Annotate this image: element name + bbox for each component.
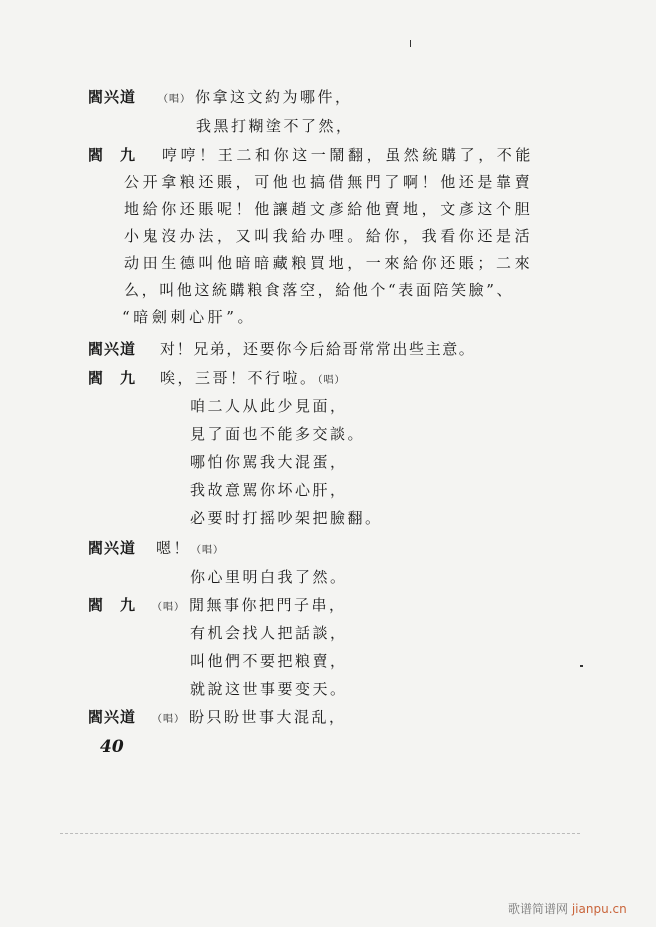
prose-line: 哼哼！王二和你这一鬧翻，虽然統購了，不能	[162, 146, 535, 164]
speaker-yan-jiu: 閻 九	[88, 369, 137, 387]
verse-line: 咱二人从此少見面，	[190, 397, 348, 415]
prose-line: “暗劍刺心肝”。	[122, 308, 257, 326]
speaker-yan-xingdao: 閻兴道	[88, 340, 137, 358]
verse-line: 你心里明白我了然。	[190, 568, 348, 586]
scan-speck	[410, 40, 411, 47]
prose-line: 么，叫他这統購粮食落空，給他个“表面陪笑臉”、	[124, 281, 515, 299]
dialogue-line: 对！兄弟，还要你今后給哥常常出些主意。	[160, 340, 476, 358]
dialogue-line: （唱） 你拿这文約为哪件，	[158, 88, 353, 106]
sing-marker: （唱）	[158, 94, 191, 105]
prose-line: 小鬼沒办法，又叫我給办哩。給你，我看你还是活	[124, 227, 534, 245]
watermark: 歌谱简谱网 jianpu.cn	[508, 902, 627, 916]
page-number: 40	[100, 737, 124, 757]
prose-line: 地給你还賬呢！他讓趙文彥給他賣地，文彥这个胆	[124, 200, 534, 218]
dialogue-line: （唱） 閒無事你把門子串，	[152, 596, 347, 614]
speaker-yan-jiu: 閻 九	[88, 146, 137, 164]
sing-marker: （唱）	[317, 375, 346, 386]
prose-line: 动田生德叫他暗暗藏粮買地，一來給你还賬；二來	[124, 254, 534, 272]
dialogue-line: （唱） 盼只盼世事大混乱，	[152, 708, 347, 726]
speaker-yan-xingdao: 閻兴道	[88, 88, 137, 106]
dialogue-line: 唉，三哥！不行啦。（唱）	[160, 369, 346, 387]
verse-line: 有机会找人把話談，	[190, 624, 348, 642]
verse-line: 我黑打糊塗不了然，	[196, 117, 354, 135]
dialogue-line: 嗯！（唱）	[156, 539, 225, 557]
verse-line: 哪怕你駡我大混蛋，	[190, 453, 348, 471]
speaker-yan-jiu: 閻 九	[88, 596, 137, 614]
verse-line: 見了面也不能多交談。	[190, 425, 366, 443]
verse-line: 我故意駡你坏心肝，	[190, 481, 348, 499]
sing-marker: （唱）	[191, 545, 225, 556]
sing-marker: （唱）	[152, 714, 185, 725]
sing-marker: （唱）	[152, 602, 185, 613]
speaker-yan-xingdao: 閻兴道	[88, 539, 137, 557]
scan-edge-line	[60, 833, 580, 834]
verse-line: 叫他們不要把粮賣，	[190, 652, 348, 670]
prose-line: 公开拿粮还賬，可他也搞借無門了啊！他还是靠賣	[124, 173, 534, 191]
verse-line: 就說这世事要变天。	[190, 680, 348, 698]
speaker-yan-xingdao: 閻兴道	[88, 708, 137, 726]
verse-line: 必要时打摇吵架把臉翻。	[190, 509, 383, 527]
scan-speck	[580, 665, 583, 667]
